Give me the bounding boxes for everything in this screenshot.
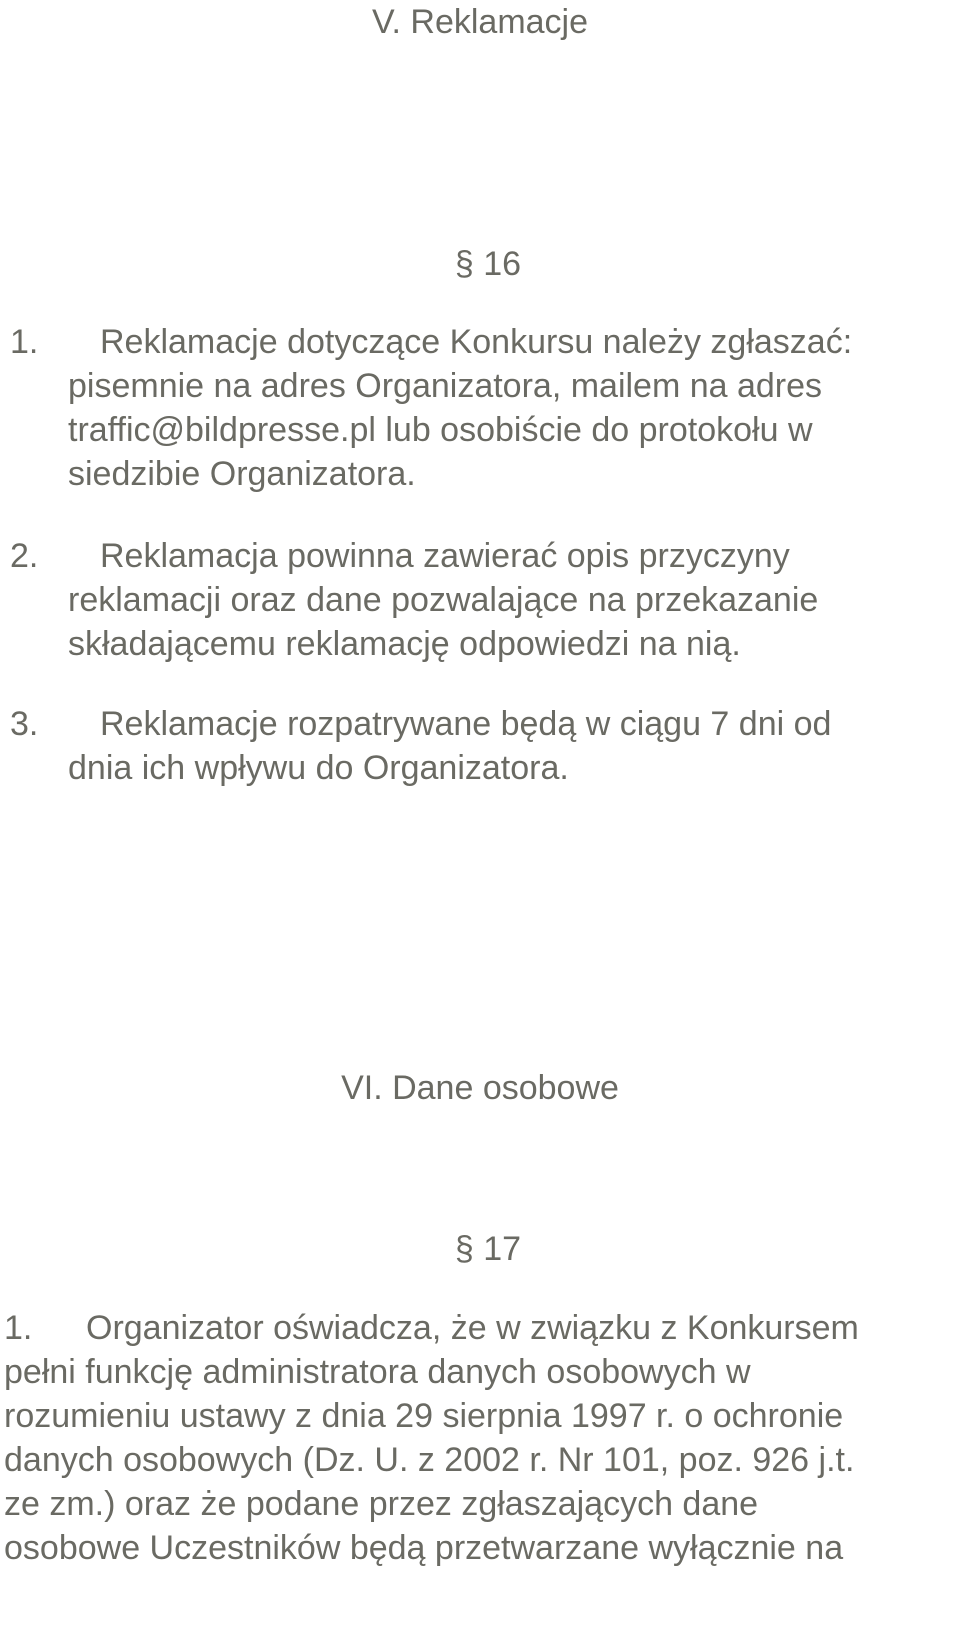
list-item-1-dane [4,1306,859,1570]
item-number: 1. [10,323,39,361]
list-item-2 [10,534,818,666]
item-line: ze zm.) oraz że podane przez zgłaszających dane [4,1485,759,1523]
item-line: dnia ich wpływu do Organizatora. [68,749,569,787]
item-line: 3. Reklamacje rozpatrywane będą w ciągu 7 dni od [10,702,831,746]
item-number: 3. [10,705,39,743]
item-line: rozumieniu ustawy z dnia 29 sierpnia 1997 r. o ochronie [4,1397,844,1435]
item-line: traffic@bildpresse.pl lub osobiście do protokołu w [68,411,813,449]
item-line: danych osobowych (Dz. U. z 2002 r. Nr 101, poz. 926 j.t. [4,1441,855,1479]
item-number: 1. [4,1309,33,1347]
item-line: reklamacji oraz dane pozwalające na przekazanie [68,581,819,619]
item-line: siedzibie Organizatora. [68,455,416,493]
item-number: 2. [10,537,39,575]
item-line: osobowe Uczestników będą przetwarzane wyłącznie na [4,1529,844,1567]
list-item-1 [10,320,852,496]
item-line: pełni funkcję administratora danych osobowych w [4,1353,751,1391]
item-line: 1. Reklamacje dotyczące Konkursu należy zgłaszać: [10,320,852,364]
item-line: 1. Organizator oświadcza, że w związku z Konkursem [4,1306,859,1350]
paragraph-16: § 16 [454,245,522,283]
list-item-3 [10,702,831,790]
section-heading-reklamacje: V. Reklamacje [371,3,589,41]
item-line: pisemnie na adres Organizatora, mailem na adres [68,367,823,405]
paragraph-17: § 17 [454,1230,522,1268]
section-heading-dane-osobowe: VI. Dane osobowe [341,1069,619,1107]
item-line: składającemu reklamację odpowiedzi na nią. [68,625,741,663]
item-line: 2. Reklamacja powinna zawierać opis przyczyny [10,534,818,578]
